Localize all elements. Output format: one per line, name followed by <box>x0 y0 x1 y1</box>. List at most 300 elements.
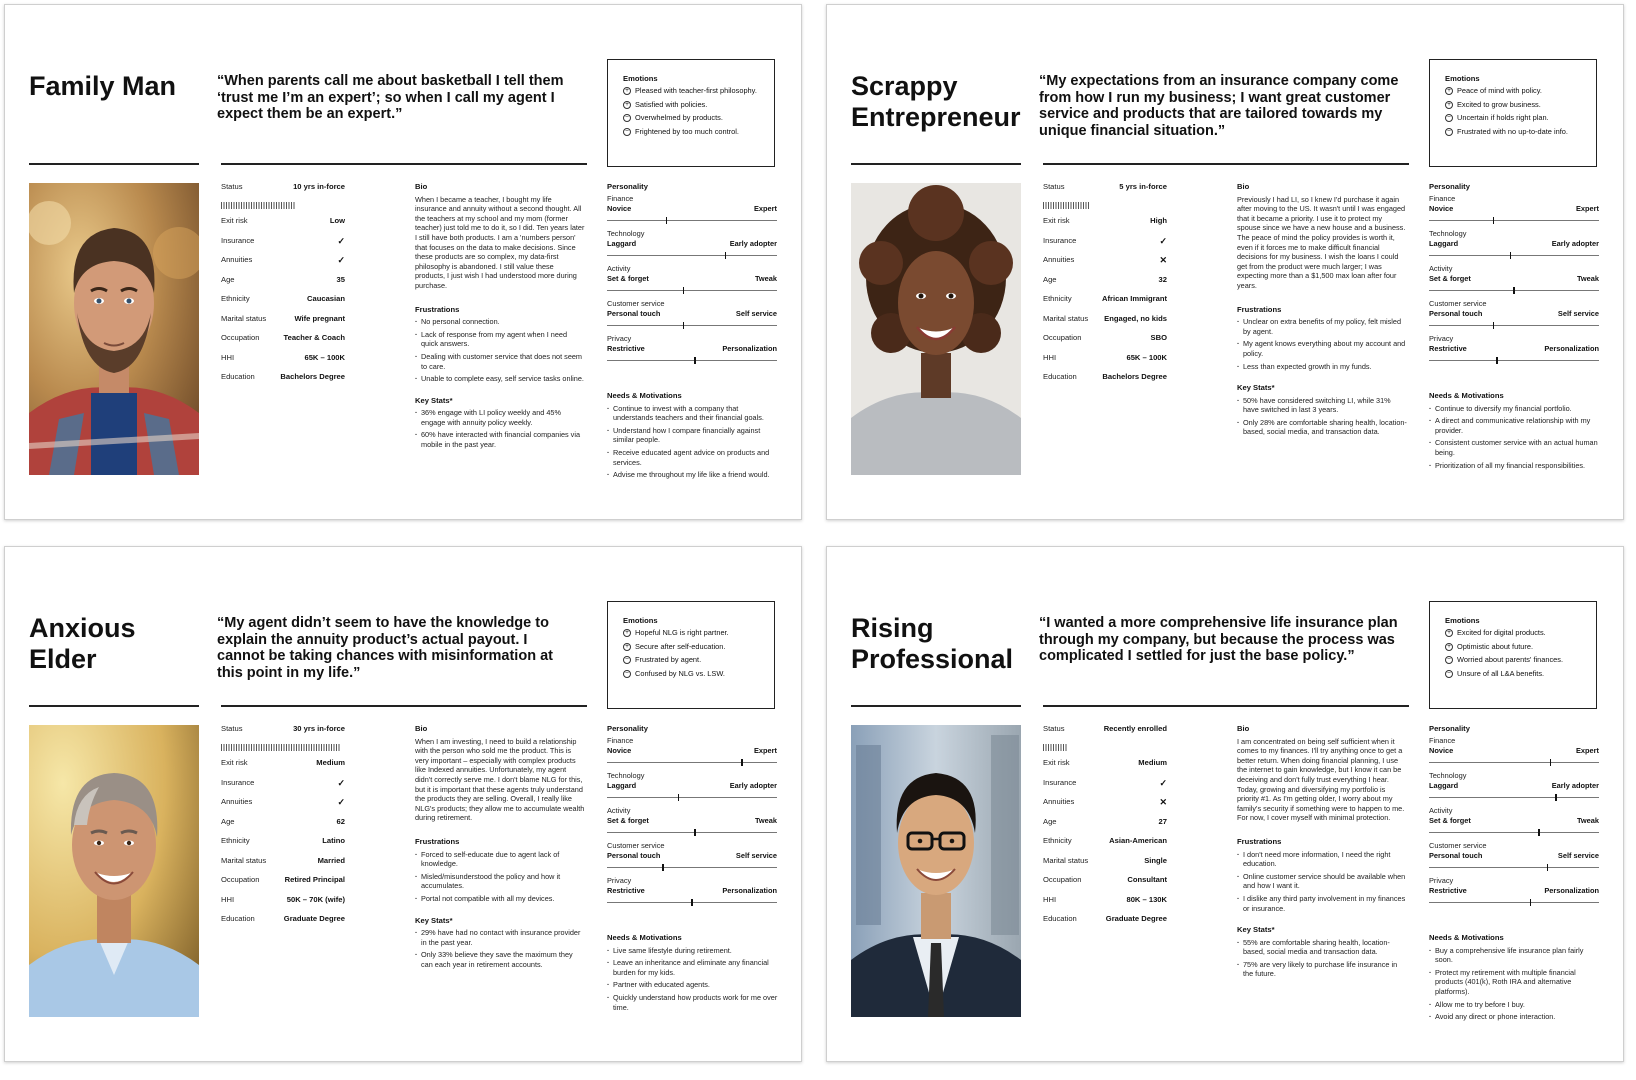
fact-status <box>221 182 345 216</box>
persona-card-family-man <box>4 4 802 520</box>
personality-slider <box>607 771 777 806</box>
slider-category: Technology <box>607 229 645 238</box>
key-stats-list <box>1237 938 1407 979</box>
fact-hhi <box>221 353 345 373</box>
list-item: · Protect my retirement with multiple financial products (401(k), Roth IRA and alternative platforms). <box>1429 968 1601 997</box>
minus-circle-icon: − <box>1445 670 1453 678</box>
fact-marital <box>221 856 345 876</box>
divider <box>851 163 1021 165</box>
status-meter <box>221 741 345 750</box>
personality-slider <box>607 876 777 911</box>
fact-value: 5 yrs in-force <box>1119 182 1167 191</box>
fact-label: Marital status <box>1043 855 1089 865</box>
fact-age <box>1043 817 1167 837</box>
personality-slider <box>607 194 777 229</box>
section-heading: Key Stats* <box>1237 925 1275 935</box>
slider-left-label: Set & forget <box>1429 274 1471 283</box>
personality-slider <box>1429 264 1599 299</box>
emotion-item <box>623 669 759 678</box>
fact-label: Occupation <box>1043 333 1082 342</box>
slider-right-label: Expert <box>753 746 777 755</box>
slider-category: Finance <box>607 194 634 203</box>
slider-left-label: Personal touch <box>1429 851 1483 860</box>
slider-marker <box>1530 899 1532 906</box>
emotion-item <box>623 655 759 664</box>
emotions-list <box>1445 86 1581 136</box>
slider-right-label: Early adopter <box>1551 239 1599 248</box>
bio-text: Previously I had LI, so I knew I'd purchase it again after moving to the US. It wasn't until I was engaged that it became a priority. I use it to protect my spouse since we have a new house and a business. The peace of mind the policy provides is worth it, even if it forces me to make difficult financial decisions for my business. I wish the loans I could get from the product were much larger; I was expecting more than a $1,500 max loan after four years. <box>1237 194 1406 290</box>
slider-ends <box>1429 781 1599 790</box>
emotion-text: Hopeful NLG is right partner. <box>635 628 729 638</box>
section-heading: Emotions <box>1445 74 1480 83</box>
needs-column <box>1429 933 1601 1034</box>
emotion-text: Secure after self-education. <box>635 641 726 651</box>
persona-photo-scrappy-entrepreneur <box>851 183 1021 475</box>
persona-card-anxious-elder <box>4 546 802 1062</box>
personality-slider <box>1429 736 1599 771</box>
fact-label: Annuities <box>221 255 253 264</box>
fact-annuities <box>1043 255 1167 275</box>
fact-status <box>1043 182 1167 216</box>
slider-marker <box>691 899 693 906</box>
slider-category: Privacy <box>607 334 632 343</box>
slider-category: Finance <box>1429 194 1456 203</box>
persona-photo-anxious-elder <box>29 725 199 1017</box>
list-item: · Lack of response from my agent when I need quick answers. <box>415 330 585 349</box>
insurance-status-icon: ✓ <box>1159 235 1167 246</box>
slider-marker <box>678 794 680 801</box>
divider <box>221 163 587 165</box>
slider-marker <box>1493 217 1495 224</box>
personality-sliders <box>607 182 777 369</box>
slider-category: Finance <box>607 736 634 745</box>
slider-right-label: Self service <box>735 851 777 860</box>
emotion-item <box>1445 86 1581 95</box>
persona-name: Rising Professional <box>851 613 1014 674</box>
list-item: · Misled/misunderstood the policy and how it accumulates. <box>415 872 585 891</box>
emotion-text: Unsure of all L&A benefits. <box>1457 668 1545 678</box>
emotion-item <box>623 628 759 637</box>
slider-track <box>1429 832 1599 833</box>
list-item: · Understand how I compare financially against similar people. <box>607 426 779 445</box>
fact-label: Education <box>221 914 255 923</box>
slider-marker <box>694 357 696 364</box>
status-meter-fill <box>221 744 340 751</box>
list-item: · Consistent customer service with an actual human being. <box>1429 438 1601 457</box>
fact-label: Age <box>221 816 235 826</box>
fact-value: Low <box>329 216 345 225</box>
slider-left-label: Novice <box>607 746 632 755</box>
emotion-item <box>1445 113 1581 122</box>
personality-slider <box>607 806 777 841</box>
slider-left-label: Laggard <box>607 239 637 248</box>
section-heading: Personality <box>1429 182 1470 191</box>
persona-quote: “My expectations from an insurance company come from how I run my business; I want great customer service and products that are tailored towards my unique financial situation.” <box>1039 73 1399 139</box>
fact-occupation <box>221 875 345 895</box>
fact-label: Age <box>1043 274 1057 284</box>
section-heading: Key Stats* <box>415 395 453 405</box>
list-item: · Only 33% believe they save the maximum they can each year in retirement accounts. <box>415 950 585 969</box>
list-item: · I don't need more information, I need the right education. <box>1237 850 1407 869</box>
slider-right-label: Personalization <box>722 886 777 895</box>
list-item: · Avoid any direct or phone interaction. <box>1429 1012 1601 1022</box>
fact-label: Insurance <box>221 235 255 245</box>
slider-left-label: Restrictive <box>607 344 645 353</box>
fact-value: African Immigrant <box>1102 294 1167 303</box>
slider-category: Privacy <box>1429 334 1454 343</box>
fact-age <box>221 817 345 837</box>
fact-value: 32 <box>1158 274 1167 284</box>
minus-circle-icon: − <box>623 656 631 664</box>
needs-column <box>1429 391 1601 482</box>
slider-left-label: Laggard <box>607 781 637 790</box>
emotion-item <box>623 86 759 95</box>
plus-circle-icon: + <box>1445 101 1453 109</box>
bio-text: When I became a teacher, I bought my life insurance and annuity without a second thought. All the teachers at my school and my mom (former teacher) just told me to do it, so I did. Ten years later I still have both products. I am a 'numbers person' that focuses on the data to make decisions. Since these products are so complex, my data-first philosophy is abandoned. I still value these products, I just wish I had understood more during purchase. <box>415 194 585 290</box>
fact-label: Ethnicity <box>221 294 250 303</box>
insurance-status-icon: ✓ <box>1159 777 1167 788</box>
frustrations-list <box>1237 850 1407 914</box>
personality-sliders <box>1429 182 1599 369</box>
fact-hhi <box>1043 895 1167 915</box>
emotion-item <box>623 100 759 109</box>
emotion-item <box>1445 642 1581 651</box>
emotion-text: Frustrated by agent. <box>635 655 702 665</box>
persona-facts <box>221 724 345 934</box>
slider-marker <box>694 829 696 836</box>
persona-bio-column <box>415 724 585 981</box>
fact-exit-risk <box>221 216 345 236</box>
slider-ends <box>1429 851 1599 860</box>
slider-left-label: Novice <box>1429 204 1454 213</box>
slider-marker <box>662 864 664 871</box>
list-item: · I dislike any third party involvement in my finances or insurance. <box>1237 894 1407 913</box>
section-heading: Key Stats* <box>415 915 453 925</box>
section-heading: Needs & Motivations <box>1429 391 1504 400</box>
slider-ends <box>1429 344 1599 353</box>
fact-age <box>221 275 345 295</box>
slider-ends <box>607 274 777 283</box>
needs-list <box>1429 404 1601 471</box>
list-item: · No personal connection. <box>415 317 585 327</box>
fact-label: Marital status <box>1043 313 1089 323</box>
annuities-status-icon: ✕ <box>1159 797 1167 807</box>
slider-left-label: Novice <box>607 204 632 213</box>
fact-value: Single <box>1144 855 1167 865</box>
frustrations-list <box>415 850 585 904</box>
slider-track <box>1429 902 1599 903</box>
fact-value: Teacher & Coach <box>283 333 345 342</box>
slider-track <box>607 290 777 291</box>
divider <box>221 705 587 707</box>
emotion-text: Confused by NLG vs. LSW. <box>635 668 725 678</box>
status-meter <box>221 199 345 208</box>
slider-right-label: Personalization <box>1544 886 1599 895</box>
emotions-list <box>623 86 759 136</box>
slider-right-label: Expert <box>1575 204 1599 213</box>
fact-hhi <box>221 895 345 915</box>
fact-label: Status <box>1043 182 1065 191</box>
list-item: · Continue to diversify my financial portfolio. <box>1429 404 1601 414</box>
annuities-status-icon: ✓ <box>337 255 345 265</box>
fact-exit-risk <box>1043 758 1167 778</box>
fact-annuities <box>221 797 345 817</box>
emotion-text: Pleased with teacher-first philosophy. <box>635 86 757 96</box>
key-stats-list <box>415 408 585 449</box>
fact-education <box>221 914 345 934</box>
persona-name: Family Man <box>29 71 177 101</box>
insurance-status-icon: ✓ <box>337 777 345 788</box>
emotions-box <box>1429 59 1597 167</box>
fact-insurance <box>221 236 345 256</box>
slider-ends <box>607 239 777 248</box>
fact-label: Exit risk <box>1043 758 1070 767</box>
fact-ethnicity <box>221 836 345 856</box>
section-heading: Frustrations <box>1237 836 1282 846</box>
fact-value: Wife pregnant <box>294 313 345 323</box>
list-item: · 29% have had no contact with insurance provider in the past year. <box>415 928 585 947</box>
list-item: · 36% engage with LI policy weekly and 45% engage with annuity policy weekly. <box>415 408 585 427</box>
emotion-text: Worried about parents' finances. <box>1457 655 1564 665</box>
emotion-item <box>623 127 759 136</box>
fact-annuities <box>221 255 345 275</box>
fact-label: Ethnicity <box>221 836 250 845</box>
slider-category: Activity <box>607 264 631 273</box>
slider-left-label: Restrictive <box>1429 886 1467 895</box>
fact-insurance <box>1043 236 1167 256</box>
fact-value: 62 <box>336 816 345 826</box>
fact-value: Latino <box>322 836 345 845</box>
fact-marital <box>221 314 345 334</box>
fact-label: Occupation <box>221 875 260 884</box>
personality-slider <box>1429 806 1599 841</box>
fact-value: 27 <box>1158 816 1167 826</box>
persona-facts <box>1043 724 1167 934</box>
list-item: · Allow me to try before I buy. <box>1429 1000 1601 1010</box>
persona-photo-family-man <box>29 183 199 475</box>
section-heading: Frustrations <box>1237 304 1282 314</box>
slider-track <box>607 360 777 361</box>
slider-category: Activity <box>1429 806 1453 815</box>
emotion-text: Excited to grow business. <box>1457 99 1541 109</box>
personality-slider <box>607 229 777 264</box>
slider-category: Customer service <box>1429 299 1487 308</box>
section-heading: Bio <box>415 182 428 191</box>
list-item: · 50% have considered switching LI, while 31% have switched in last 3 years. <box>1237 396 1407 415</box>
slider-track <box>607 762 777 763</box>
slider-marker <box>683 287 685 294</box>
personality-slider <box>607 841 777 876</box>
bio-text: When I am investing, I need to build a relationship with the person who sold me the product. This is very important – especially with complex products like Indexed annuities. Unfortunately, my agent didn't correctly serve me. I don't blame NLG for this, but it is important that these agents truly understand the products they are selling. Overall, I really like NLG's products; they allow me to accumulate wealth during retirement. <box>415 736 585 823</box>
fact-label: Status <box>221 724 243 733</box>
slider-category: Privacy <box>1429 876 1454 885</box>
fact-age <box>1043 275 1167 295</box>
key-stats-list <box>415 928 585 969</box>
slider-marker <box>1538 829 1540 836</box>
fact-label: Insurance <box>1043 235 1077 245</box>
personality-slider <box>1429 229 1599 264</box>
section-heading: Needs & Motivations <box>1429 933 1504 942</box>
emotion-text: Frustrated with no up-to-date info. <box>1457 126 1568 136</box>
section-heading: Personality <box>607 724 648 733</box>
slider-ends <box>607 746 777 755</box>
slider-right-label: Tweak <box>1576 816 1599 825</box>
minus-circle-icon: − <box>1445 656 1453 664</box>
fact-value: Married <box>317 855 345 865</box>
slider-marker <box>1510 252 1512 259</box>
slider-left-label: Novice <box>1429 746 1454 755</box>
emotions-list <box>623 628 759 678</box>
list-item: · Receive educated agent advice on products and services. <box>607 448 779 467</box>
slider-track <box>607 832 777 833</box>
minus-circle-icon: − <box>623 128 631 136</box>
fact-insurance <box>221 778 345 798</box>
frustrations-list <box>1237 317 1407 371</box>
fact-occupation <box>1043 875 1167 895</box>
fact-value: 65K – 100K <box>1126 352 1167 362</box>
slider-ends <box>607 344 777 353</box>
slider-left-label: Restrictive <box>607 886 645 895</box>
list-item: · 55% are comfortable sharing health, location-based, social media and transaction data. <box>1237 938 1407 957</box>
fact-value: Consultant <box>1127 875 1167 884</box>
fact-marital <box>1043 314 1167 334</box>
slider-marker <box>1513 287 1515 294</box>
status-meter-fill <box>221 202 296 209</box>
personality-slider <box>1429 299 1599 334</box>
key-stats-list <box>1237 396 1407 437</box>
slider-right-label: Self service <box>735 309 777 318</box>
personality-slider <box>607 334 777 369</box>
needs-list <box>1429 946 1601 1022</box>
fact-label: Exit risk <box>221 216 248 225</box>
list-item: · Unable to complete easy, self service tasks online. <box>415 374 585 384</box>
section-heading: Needs & Motivations <box>607 391 682 400</box>
fact-ethnicity <box>221 294 345 314</box>
slider-right-label: Self service <box>1557 851 1599 860</box>
slider-right-label: Expert <box>1575 746 1599 755</box>
fact-label: Education <box>221 372 255 381</box>
slider-category: Activity <box>607 806 631 815</box>
slider-track <box>607 797 777 798</box>
annuities-status-icon: ✓ <box>337 797 345 807</box>
fact-education <box>1043 914 1167 934</box>
fact-annuities <box>1043 797 1167 817</box>
personality-sliders <box>607 724 777 911</box>
status-meter <box>1043 741 1167 750</box>
persona-photo-rising-professional <box>851 725 1021 1017</box>
slider-ends <box>1429 746 1599 755</box>
plus-circle-icon: + <box>623 87 631 95</box>
fact-value: Medium <box>316 758 345 767</box>
slider-right-label: Early adopter <box>729 239 777 248</box>
emotion-item <box>1445 655 1581 664</box>
fact-label: Ethnicity <box>1043 836 1072 845</box>
persona-bio-column <box>415 182 585 462</box>
slider-track <box>1429 867 1599 868</box>
fact-status <box>1043 724 1167 758</box>
needs-column <box>607 391 779 492</box>
slider-right-label: Personalization <box>722 344 777 353</box>
fact-value: SBO <box>1150 333 1167 342</box>
slider-left-label: Laggard <box>1429 781 1459 790</box>
section-heading: Bio <box>1237 724 1250 733</box>
list-item: · Partner with educated agents. <box>607 980 779 990</box>
fact-exit-risk <box>221 758 345 778</box>
list-item: · Dealing with customer service that does not seem to care. <box>415 352 585 371</box>
persona-facts <box>221 182 345 392</box>
slider-ends <box>607 816 777 825</box>
fact-occupation <box>221 333 345 353</box>
list-item: · Buy a comprehensive life insurance plan fairly soon. <box>1429 946 1601 965</box>
fact-label: Age <box>221 274 235 284</box>
plus-circle-icon: + <box>623 101 631 109</box>
slider-category: Customer service <box>607 841 665 850</box>
divider <box>1043 163 1409 165</box>
divider <box>851 705 1021 707</box>
fact-value: High <box>1150 216 1167 225</box>
emotions-box <box>1429 601 1597 709</box>
slider-ends <box>607 204 777 213</box>
list-item: · Prioritization of all my financial responsibilities. <box>1429 461 1601 471</box>
fact-label: HHI <box>1043 352 1057 362</box>
emotion-item <box>1445 127 1581 136</box>
slider-marker <box>666 217 668 224</box>
slider-category: Activity <box>1429 264 1453 273</box>
slider-category: Finance <box>1429 736 1456 745</box>
fact-label: Exit risk <box>1043 216 1070 225</box>
fact-status <box>221 724 345 758</box>
needs-list <box>607 404 779 480</box>
fact-label: Insurance <box>221 777 255 787</box>
fact-value: Caucasian <box>307 294 345 303</box>
fact-label: Exit risk <box>221 758 248 767</box>
divider <box>29 163 199 165</box>
list-item: · Less than expected growth in my funds. <box>1237 362 1407 372</box>
section-heading: Emotions <box>1445 616 1480 625</box>
slider-category: Customer service <box>607 299 665 308</box>
slider-ends <box>607 309 777 318</box>
fact-marital <box>1043 856 1167 876</box>
bio-text: I am concentrated on being self sufficient when it comes to my finances. I'll try anything once to get a better return. When doing financial planning, I use the internet to gain knowledge, but I know it can be deceiving and don't fully trust everything I hear. Today, growing and diversifying my portfolio is priority #1. As I'm getting older, I worry about my family's security if something were to happen to me. For now, I cover myself with minimal protection. <box>1237 736 1405 823</box>
list-item: · Quickly understand how products work for me over time. <box>607 993 779 1012</box>
personality-slider <box>1429 841 1599 876</box>
fact-value: 10 yrs in-force <box>293 182 345 191</box>
fact-label: HHI <box>1043 894 1057 904</box>
list-item: · Advise me throughout my life like a friend would. <box>607 470 779 480</box>
slider-ends <box>607 781 777 790</box>
slider-left-label: Restrictive <box>1429 344 1467 353</box>
plus-circle-icon: + <box>1445 629 1453 637</box>
slider-right-label: Tweak <box>1576 274 1599 283</box>
personality-slider <box>1429 334 1599 369</box>
section-heading: Needs & Motivations <box>607 933 682 942</box>
fact-value: Retired Principal <box>284 875 345 884</box>
fact-label: Status <box>221 182 243 191</box>
persona-name: Anxious Elder <box>29 613 136 674</box>
slider-marker <box>741 759 743 766</box>
fact-label: Marital status <box>221 313 267 323</box>
slider-marker <box>1493 322 1495 329</box>
slider-left-label: Laggard <box>1429 239 1459 248</box>
slider-track <box>1429 255 1599 256</box>
fact-value: 30 yrs in-force <box>293 724 345 733</box>
list-item: · Unclear on extra benefits of my policy, felt misled by agent. <box>1237 317 1407 336</box>
fact-value: Bachelors Degree <box>280 372 345 381</box>
list-item: · Continue to invest with a company that understands teachers and their financial goals. <box>607 404 779 423</box>
fact-label: Age <box>1043 816 1057 826</box>
emotion-item <box>623 642 759 651</box>
section-heading: Bio <box>415 724 428 733</box>
